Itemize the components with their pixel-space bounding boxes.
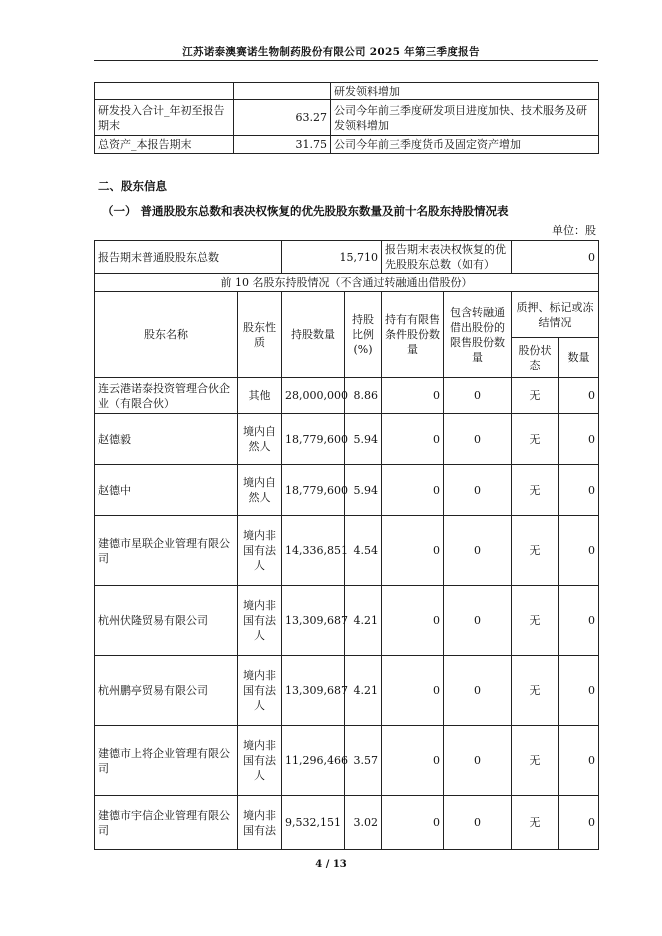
shareholder-name: 赵德毅 bbox=[95, 414, 238, 465]
shareholder-name: 杭州伏隆贸易有限公司 bbox=[95, 586, 238, 656]
pledge-quantity: 0 bbox=[559, 378, 599, 414]
value-cell: 63.27 bbox=[234, 100, 331, 136]
shares-held: 13,309,687 bbox=[282, 656, 345, 726]
pledge-status: 无 bbox=[512, 586, 559, 656]
table-row bbox=[95, 586, 599, 656]
col-header-ratio: 持股比例(%) bbox=[345, 292, 382, 378]
table-row bbox=[95, 100, 599, 136]
section-title: 二、股东信息 bbox=[98, 179, 167, 193]
total-holders-value: 15,710 bbox=[282, 241, 382, 274]
preferred-holders-value: 0 bbox=[512, 241, 599, 274]
shareholder-nature: 境内非国有法 bbox=[238, 796, 282, 850]
item-cell: 总资产_本报告期末 bbox=[95, 136, 234, 154]
holding-ratio: 4.21 bbox=[345, 656, 382, 726]
shareholder-nature: 其他 bbox=[238, 378, 282, 414]
table-row bbox=[95, 796, 599, 850]
item-cell: 研发投入合计_年初至报告期末 bbox=[95, 100, 234, 136]
report-header-title: 江苏诺泰澳赛诺生物制药股份有限公司 2025 年第三季度报告 bbox=[182, 46, 480, 58]
shareholder-name: 杭州鹏亭贸易有限公司 bbox=[95, 656, 238, 726]
change-reason-table bbox=[94, 82, 599, 154]
holding-ratio: 4.21 bbox=[345, 586, 382, 656]
col-header-nature: 股东性质 bbox=[238, 292, 282, 378]
section-subtitle: （一） 普通股股东总数和表决权恢复的优先股股东数量及前十名股东持股情况表 bbox=[102, 204, 509, 218]
restricted-shares: 0 bbox=[382, 586, 444, 656]
lending-restricted-shares: 0 bbox=[444, 378, 512, 414]
summary-row bbox=[95, 241, 599, 274]
col-header-pledge-group: 质押、标记或冻结情况 bbox=[512, 292, 599, 338]
reason-cell: 公司今年前三季度研发项目进度加快、技术服务及研发领料增加 bbox=[331, 100, 599, 136]
shareholder-nature: 境内非国有法人 bbox=[238, 726, 282, 796]
table-row bbox=[95, 378, 599, 414]
table-row bbox=[95, 414, 599, 465]
pledge-quantity: 0 bbox=[559, 656, 599, 726]
pledge-quantity: 0 bbox=[559, 726, 599, 796]
pledge-status: 无 bbox=[512, 414, 559, 465]
table-row bbox=[95, 726, 599, 796]
col-header-lending: 包含转融通借出股份的限售股份数量 bbox=[444, 292, 512, 378]
total-holders-label: 报告期末普通股股东总数 bbox=[95, 241, 282, 274]
pledge-status: 无 bbox=[512, 378, 559, 414]
table-row bbox=[95, 465, 599, 516]
shareholder-nature: 境内非国有法人 bbox=[238, 586, 282, 656]
shareholder-name: 赵德中 bbox=[95, 465, 238, 516]
pledge-quantity: 0 bbox=[559, 796, 599, 850]
shareholder-nature: 境内自然人 bbox=[238, 414, 282, 465]
lending-restricted-shares: 0 bbox=[444, 796, 512, 850]
col-header-status: 股份状态 bbox=[512, 338, 559, 378]
restricted-shares: 0 bbox=[382, 465, 444, 516]
col-header-qty: 数量 bbox=[559, 338, 599, 378]
value-cell bbox=[234, 83, 331, 100]
holding-ratio: 5.94 bbox=[345, 414, 382, 465]
top10-caption: 前 10 名股东持股情况（不含通过转融通出借股份） bbox=[95, 274, 599, 292]
pledge-status: 无 bbox=[512, 516, 559, 586]
pledge-quantity: 0 bbox=[559, 516, 599, 586]
holding-ratio: 5.94 bbox=[345, 465, 382, 516]
col-header-name: 股东名称 bbox=[95, 292, 238, 378]
value-cell: 31.75 bbox=[234, 136, 331, 154]
table-row bbox=[95, 656, 599, 726]
restricted-shares: 0 bbox=[382, 516, 444, 586]
pledge-status: 无 bbox=[512, 465, 559, 516]
shareholder-nature: 境内自然人 bbox=[238, 465, 282, 516]
shareholder-nature: 境内非国有法人 bbox=[238, 656, 282, 726]
pledge-status: 无 bbox=[512, 656, 559, 726]
shares-held: 14,336,851 bbox=[282, 516, 345, 586]
pledge-quantity: 0 bbox=[559, 465, 599, 516]
lending-restricted-shares: 0 bbox=[444, 465, 512, 516]
shares-held: 18,779,600 bbox=[282, 414, 345, 465]
preferred-holders-label: 报告期末表决权恢复的优先股股东总数（如有） bbox=[382, 241, 512, 274]
caption-row bbox=[95, 274, 599, 292]
lending-restricted-shares: 0 bbox=[444, 516, 512, 586]
restricted-shares: 0 bbox=[382, 656, 444, 726]
page-number: 4 / 13 bbox=[315, 859, 347, 870]
item-cell bbox=[95, 83, 234, 100]
reason-cell: 公司今年前三季度货币及固定资产增加 bbox=[331, 136, 599, 154]
restricted-shares: 0 bbox=[382, 796, 444, 850]
shares-held: 18,779,600 bbox=[282, 465, 345, 516]
shares-held: 9,532,151 bbox=[282, 796, 345, 850]
shares-held: 13,309,687 bbox=[282, 586, 345, 656]
unit-label: 单位：股 bbox=[552, 224, 596, 237]
table-row bbox=[95, 516, 599, 586]
pledge-quantity: 0 bbox=[559, 586, 599, 656]
shareholder-name: 建德市星联企业管理有限公司 bbox=[95, 516, 238, 586]
reason-cell: 研发领料增加 bbox=[331, 83, 599, 100]
pledge-quantity: 0 bbox=[559, 414, 599, 465]
shares-held: 28,000,000 bbox=[282, 378, 345, 414]
holding-ratio: 4.54 bbox=[345, 516, 382, 586]
shareholder-name: 建德市宇信企业管理有限公司 bbox=[95, 796, 238, 850]
holding-ratio: 3.02 bbox=[345, 796, 382, 850]
pledge-status: 无 bbox=[512, 726, 559, 796]
shareholder-name: 连云港诺泰投资管理合伙企业（有限合伙） bbox=[95, 378, 238, 414]
shareholder-nature: 境内非国有法人 bbox=[238, 516, 282, 586]
col-header-restricted: 持有有限售条件股份数量 bbox=[382, 292, 444, 378]
header-row bbox=[95, 292, 599, 338]
lending-restricted-shares: 0 bbox=[444, 414, 512, 465]
col-header-shares: 持股数量 bbox=[282, 292, 345, 378]
holding-ratio: 8.86 bbox=[345, 378, 382, 414]
table-row bbox=[95, 83, 599, 100]
holding-ratio: 3.57 bbox=[345, 726, 382, 796]
table-row bbox=[95, 136, 599, 154]
lending-restricted-shares: 0 bbox=[444, 726, 512, 796]
lending-restricted-shares: 0 bbox=[444, 586, 512, 656]
lending-restricted-shares: 0 bbox=[444, 656, 512, 726]
header-divider bbox=[94, 60, 598, 61]
pledge-status: 无 bbox=[512, 796, 559, 850]
restricted-shares: 0 bbox=[382, 378, 444, 414]
shareholder-table bbox=[94, 240, 599, 850]
restricted-shares: 0 bbox=[382, 414, 444, 465]
shares-held: 11,296,466 bbox=[282, 726, 345, 796]
shareholder-name: 建德市上将企业管理有限公司 bbox=[95, 726, 238, 796]
restricted-shares: 0 bbox=[382, 726, 444, 796]
